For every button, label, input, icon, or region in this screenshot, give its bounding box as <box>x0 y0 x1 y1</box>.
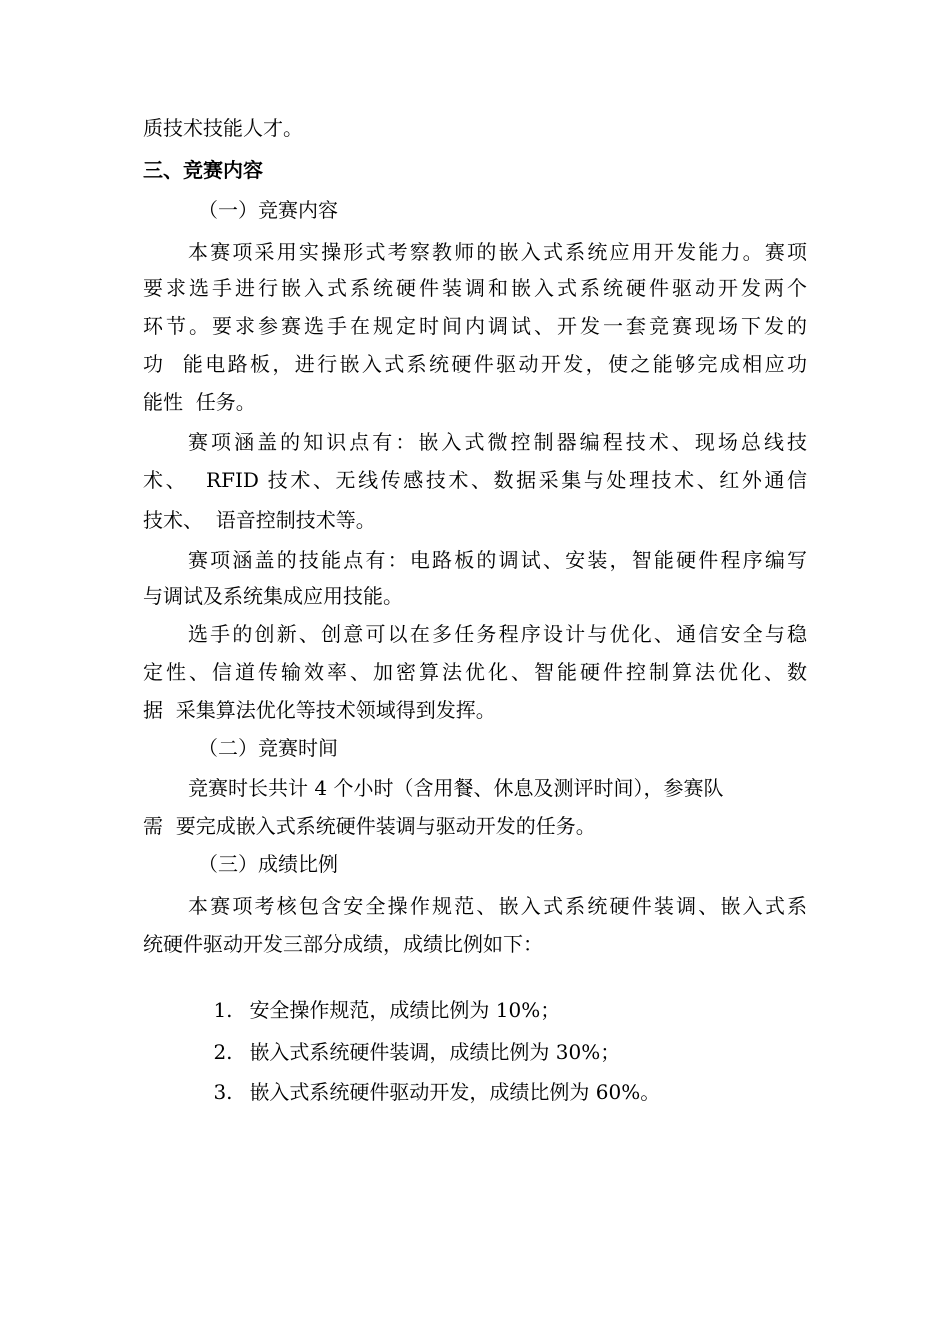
paragraph-line: 能性 任务。 <box>143 390 256 414</box>
paragraph-line: 需 要完成嵌入式系统硬件装调与驱动开发的任务。 <box>143 814 596 838</box>
paragraph-line: 技术、 语音控制技术等。 <box>143 508 376 532</box>
list-item <box>188 968 561 1022</box>
paragraph-line: 赛项涵盖的知识点有：嵌入式微控制器编程技术、现场总线技 <box>188 430 807 454</box>
paragraph-line: 与调试及系统集成应用技能。 <box>143 584 403 608</box>
paragraph-line: 功 能电路板，进行嵌入式系统硬件驱动开发，使之能够完成相应功 <box>143 352 807 376</box>
paragraph-line: 环节。要求参赛选手在规定时间内调试、开发一套竞赛现场下发的 <box>143 314 807 338</box>
list-item <box>188 1050 661 1104</box>
list-text: 嵌入式系统硬件驱动开发，成绩比例为 60%。 <box>249 1080 661 1104</box>
paragraph-line: 定性、信道传输效率、加密算法优化、智能硬件控制算法优化、数 <box>143 660 807 684</box>
list-number: 3. <box>213 1080 233 1104</box>
subsection-heading: （一）竞赛内容 <box>198 198 338 222</box>
paragraph-line: 要求选手进行嵌入式系统硬件装调和嵌入式系统硬件驱动开发两个 <box>143 276 807 300</box>
list-text: 安全操作规范，成绩比例为 10%； <box>249 998 561 1022</box>
paragraph-line: 术、 RFID 技术、无线传感技术、数据采集与处理技术、红外通信 <box>143 468 807 492</box>
paragraph-line: 本赛项采用实操形式考察教师的嵌入式系统应用开发能力。赛项 <box>188 240 807 264</box>
paragraph-line: 选手的创新、创意可以在多任务程序设计与优化、通信安全与稳 <box>188 622 807 646</box>
paragraph-line: 质技术技能人才。 <box>143 116 303 140</box>
section-heading: 三、竞赛内容 <box>143 158 263 182</box>
list-number: 2. <box>213 1040 233 1064</box>
subsection-heading: （二）竞赛时间 <box>198 736 338 760</box>
list-item <box>188 1010 621 1064</box>
paragraph-line: 赛项涵盖的技能点有：电路板的调试、安装，智能硬件程序编写 <box>188 548 807 572</box>
paragraph-line: 本赛项考核包含安全操作规范、嵌入式系统硬件装调、嵌入式系 <box>188 894 807 918</box>
paragraph-line: 统硬件驱动开发三部分成绩，成绩比例如下： <box>143 932 543 956</box>
paragraph-line: 竞赛时长共计 4 个小时（含用餐、休息及测评时间），参赛队 <box>188 776 724 800</box>
subsection-heading: （三）成绩比例 <box>198 852 338 876</box>
paragraph-line: 据 采集算法优化等技术领域得到发挥。 <box>143 698 496 722</box>
list-number: 1. <box>213 998 233 1022</box>
list-text: 嵌入式系统硬件装调，成绩比例为 30%； <box>249 1040 621 1064</box>
